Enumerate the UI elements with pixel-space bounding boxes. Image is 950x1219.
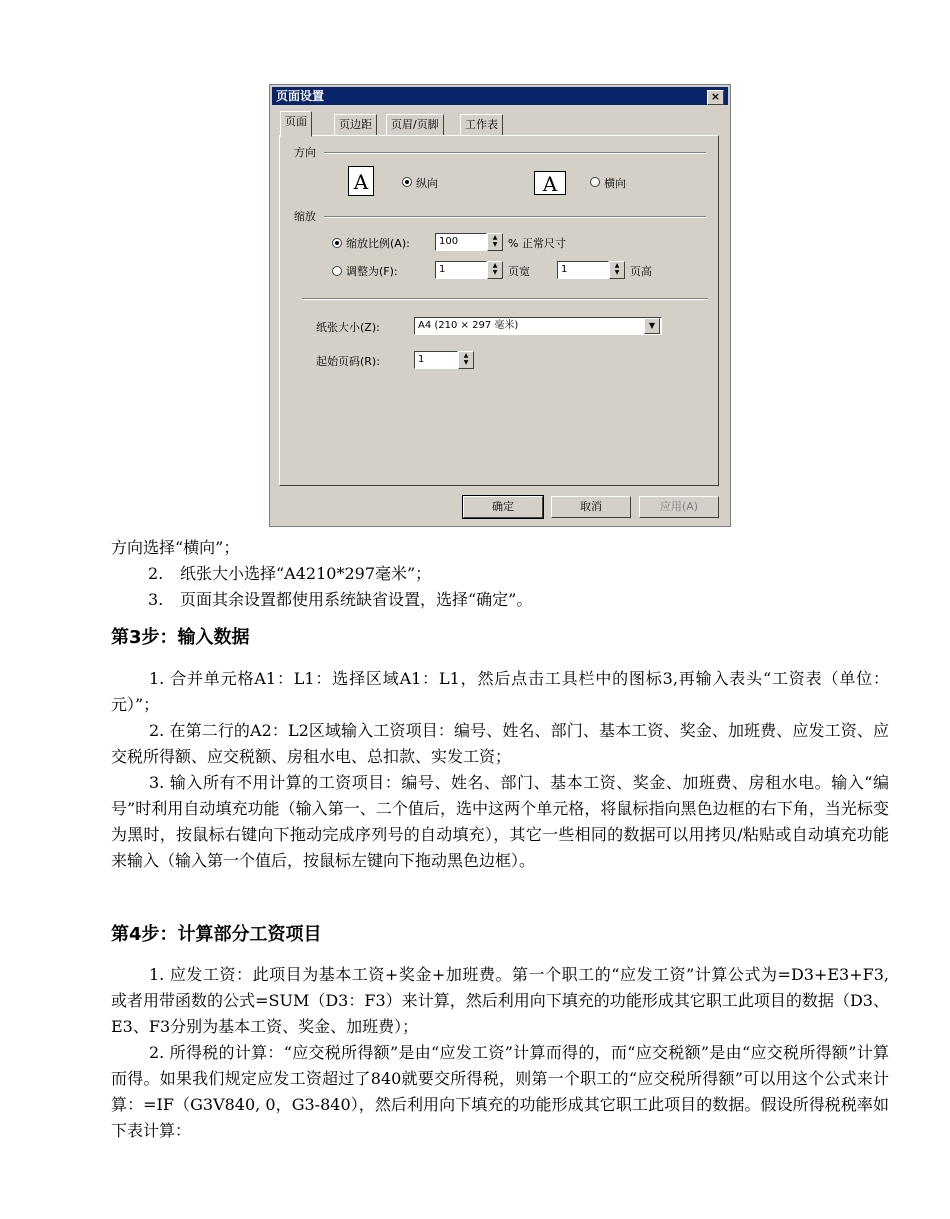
list-item <box>148 561 431 587</box>
landscape-page-icon: A <box>534 171 566 195</box>
paragraph: 2. 在第二行的A2：L2区域输入工资项目：编号、姓名、部门、基本工资、奖金、加班费、应发工资、应交税所得额、应交税额、房租水电、总扣款、实发工资； <box>111 721 889 766</box>
portrait-label: 纵向 <box>416 177 438 190</box>
cancel-button[interactable]: 取消 <box>551 496 631 518</box>
paragraph: 1. 合并单元格A1：L1：选择区域A1：L1，然后点击工具栏中的图标3,再输入表头“工资表（单位：元）”； <box>111 669 889 714</box>
apply-button[interactable]: 应用(A) <box>639 496 719 518</box>
tab-panel <box>279 135 719 486</box>
list-text: 页面其余设置都使用系统缺省设置，选择“确定”。 <box>180 590 533 609</box>
page-setup-dialog <box>269 84 731 527</box>
landscape-label: 横向 <box>604 177 626 190</box>
paper-size-select[interactable]: A4 (210 × 297 毫米) <box>414 317 662 335</box>
fit-wide-input[interactable]: 1 <box>435 261 487 279</box>
dialog-title-bar <box>272 87 728 105</box>
ok-button[interactable]: 确定 <box>463 496 543 518</box>
paper-size-label: 纸张大小(Z): <box>316 321 380 334</box>
divider <box>302 298 708 300</box>
list-item-tail: 方向选择“横向”； <box>111 538 240 557</box>
first-page-input[interactable]: 1 <box>414 351 458 369</box>
tab-sheet[interactable]: 工作表 <box>460 114 503 136</box>
scaling-group-label: 缩放 <box>294 210 316 223</box>
paragraph: 1. 应发工资：此项目为基本工资+奖金+加班费。第一个职工的“应发工资”计算公式为=D3+E3+F3, 或者用带函数的公式=SUM（D3：F3）来计算，然后利用向下填充的功能形成其它职工此项目的数据（D3、E3、F3分别为基本工资、奖金、加班费）； <box>111 965 889 1036</box>
paragraph: 3. 输入所有不用计算的工资项目：编号、姓名、部门、基本工资、奖金、加班费、房租水电。输入“编号”时利用自动填充功能（输入第一、二个值后，选中这两个单元格，将鼠标指向黑色边框的右下角，当光标变为黑时，按鼠标右键向下拖动完成序列号的自动填充），其它一些相同的数据可以用拷贝/粘贴或自动填充功能来输入（输入第一个值后，按鼠标左键向下拖动黑色边框）。 <box>111 773 889 870</box>
first-page-spinner[interactable]: ▲ ▼ <box>458 351 474 369</box>
fit-wide-spinner[interactable]: ▲ ▼ <box>487 261 503 279</box>
tab-page[interactable]: 页面 <box>280 111 312 137</box>
scale-percent-spinner[interactable]: ▲ ▼ <box>487 233 503 251</box>
orientation-group-label: 方向 <box>294 146 316 159</box>
dialog-title: 页面设置 <box>276 89 325 103</box>
portrait-radio[interactable] <box>402 177 412 187</box>
close-icon[interactable]: × <box>707 90 724 105</box>
tab-header-footer[interactable]: 页眉/页脚 <box>386 114 444 136</box>
fit-to-label: 调整为(F): <box>346 265 398 278</box>
section-heading: 第4步：计算部分工资项目 <box>111 924 322 945</box>
scale-percent-input[interactable]: 100 <box>435 233 487 251</box>
divider <box>324 216 706 218</box>
fit-to-radio[interactable] <box>332 266 342 276</box>
fit-tall-spinner[interactable]: ▲ ▼ <box>609 261 625 279</box>
tab-margins[interactable]: 页边距 <box>334 114 377 136</box>
divider <box>324 152 706 154</box>
portrait-page-icon: A <box>348 166 374 196</box>
first-page-label: 起始页码(R): <box>316 355 380 368</box>
scale-percent-label: 缩放比例(A): <box>346 237 410 250</box>
paragraph: 2. 所得税的计算：“应交税所得额”是由“应发工资”计算而得的，而“应交税额”是由“应交税所得额”计算而得。如果我们规定应发工资超过了840就要交所得税，则第一个职工的“应交税所得额”可以用这个公式来计算：=IF（G3V840, 0，G3-840），然后利用向下填充的功能形成其它职工此项目的数据。假设所得税税率如下表计算： <box>111 1043 889 1140</box>
list-item <box>148 587 532 613</box>
fit-tall-suffix: 页高 <box>630 265 652 278</box>
scale-percent-suffix: % 正常尺寸 <box>508 237 566 250</box>
section-heading: 第3步：输入数据 <box>111 627 250 648</box>
fit-tall-input[interactable]: 1 <box>557 261 609 279</box>
fit-wide-suffix: 页宽 <box>508 265 530 278</box>
list-number: 3. <box>148 590 164 609</box>
landscape-radio[interactable] <box>590 177 600 187</box>
list-text: 纸张大小选择“A4210*297毫米”； <box>180 564 432 583</box>
chevron-down-icon[interactable]: ▼ <box>644 318 660 334</box>
scale-percent-radio[interactable] <box>332 238 342 248</box>
list-number: 2. <box>148 564 164 583</box>
